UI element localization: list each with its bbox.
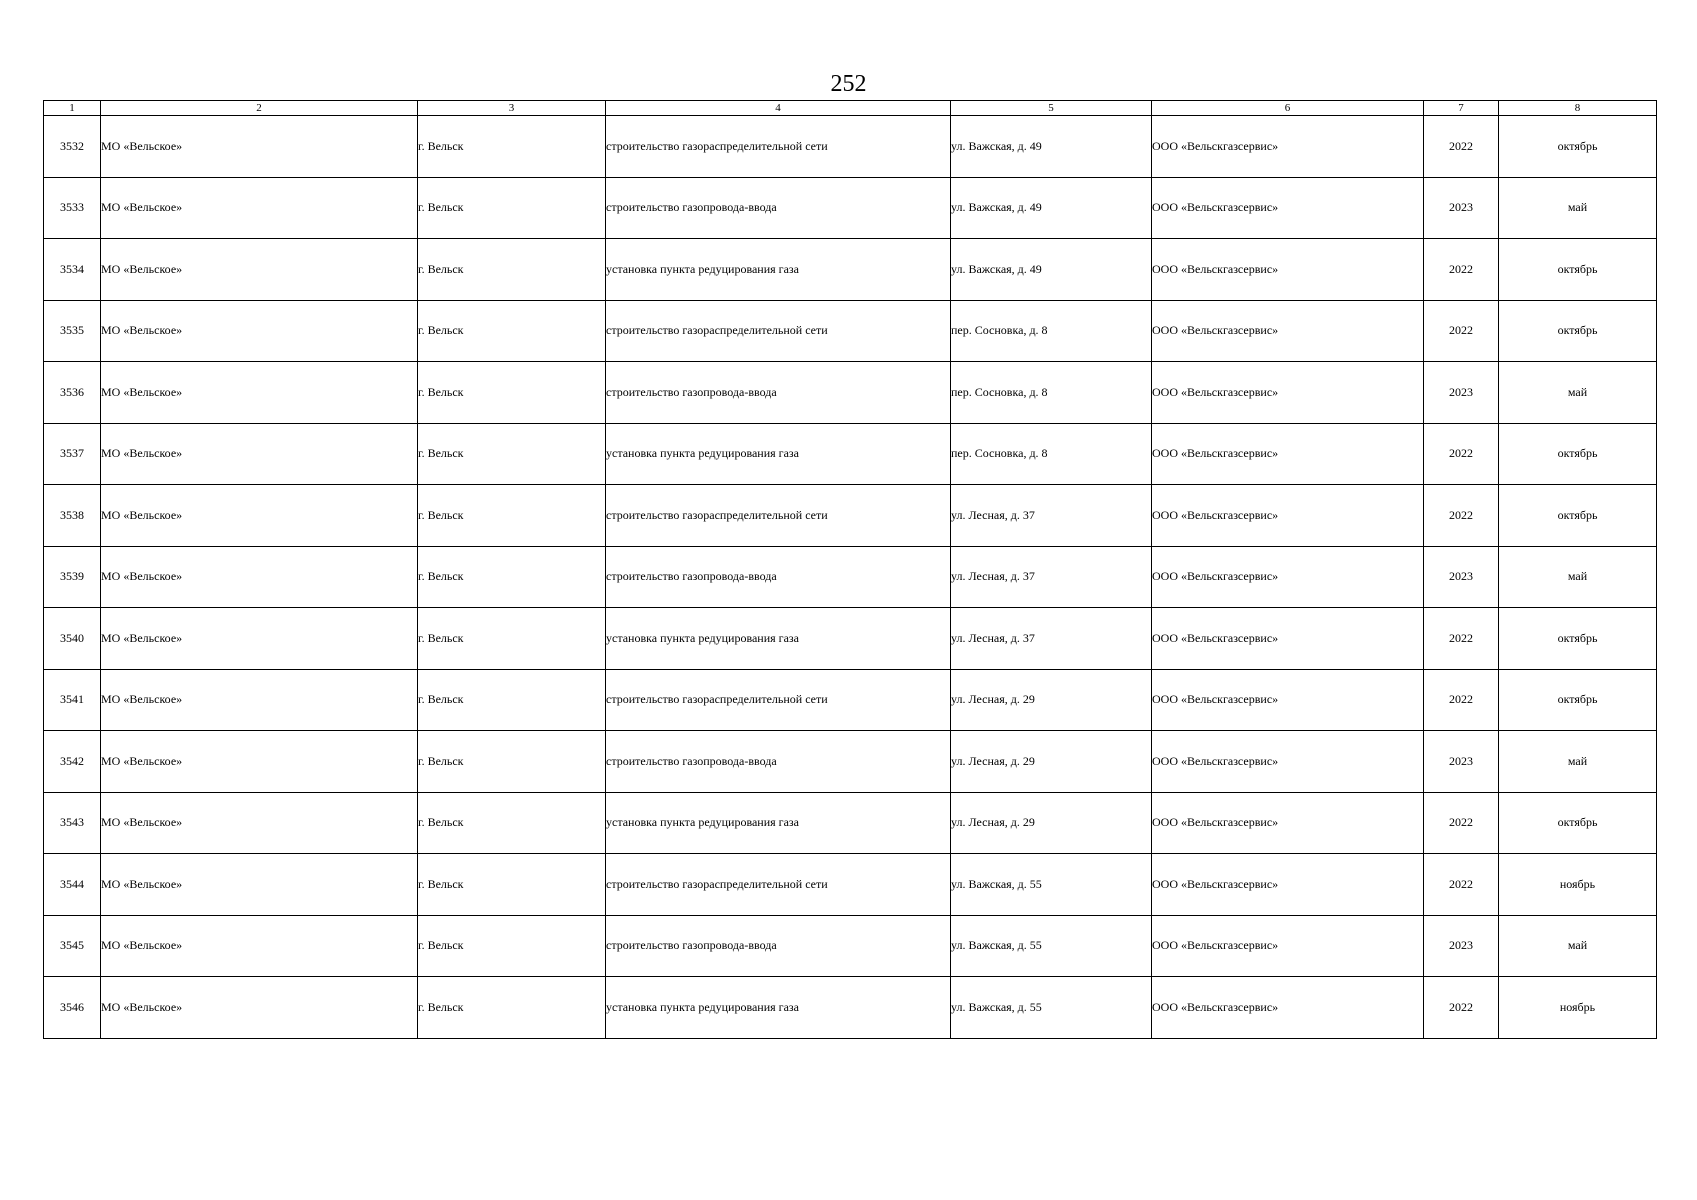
year-cell: 2022	[1424, 423, 1499, 485]
month-cell: октябрь	[1499, 669, 1657, 731]
column-header: 6	[1152, 101, 1424, 116]
table-row	[44, 669, 1657, 731]
contractor-cell: ООО «Вельскгазсервис»	[1152, 792, 1424, 854]
year-cell: 2022	[1424, 239, 1499, 301]
table-row	[44, 608, 1657, 670]
settlement-cell: г. Вельск	[418, 177, 606, 239]
year-cell: 2022	[1424, 977, 1499, 1039]
address-cell: ул. Лесная, д. 37	[951, 608, 1152, 670]
settlement-cell: г. Вельск	[418, 423, 606, 485]
table-row	[44, 116, 1657, 178]
row-number-cell: 3543	[44, 792, 101, 854]
year-cell: 2022	[1424, 854, 1499, 916]
work-type-cell: строительство газораспределительной сети	[606, 485, 951, 547]
row-number-cell: 3537	[44, 423, 101, 485]
address-cell: ул. Важская, д. 49	[951, 116, 1152, 178]
table-row	[44, 300, 1657, 362]
work-type-cell: установка пункта редуцирования газа	[606, 608, 951, 670]
address-cell: ул. Лесная, д. 29	[951, 731, 1152, 793]
work-type-cell: строительство газораспределительной сети	[606, 854, 951, 916]
work-type-cell: строительство газораспределительной сети	[606, 116, 951, 178]
row-number-cell: 3532	[44, 116, 101, 178]
year-cell: 2023	[1424, 177, 1499, 239]
settlement-cell: г. Вельск	[418, 669, 606, 731]
settlement-cell: г. Вельск	[418, 792, 606, 854]
contractor-cell: ООО «Вельскгазсервис»	[1152, 177, 1424, 239]
contractor-cell: ООО «Вельскгазсервис»	[1152, 669, 1424, 731]
contractor-cell: ООО «Вельскгазсервис»	[1152, 915, 1424, 977]
row-number-cell: 3539	[44, 546, 101, 608]
year-cell: 2022	[1424, 485, 1499, 547]
row-number-cell: 3544	[44, 854, 101, 916]
work-type-cell: строительство газопровода-ввода	[606, 177, 951, 239]
settlement-cell: г. Вельск	[418, 485, 606, 547]
settlement-cell: г. Вельск	[418, 977, 606, 1039]
contractor-cell: ООО «Вельскгазсервис»	[1152, 239, 1424, 301]
address-cell: пер. Сосновка, д. 8	[951, 423, 1152, 485]
year-cell: 2022	[1424, 669, 1499, 731]
table-row	[44, 977, 1657, 1039]
work-type-cell: строительство газопровода-ввода	[606, 731, 951, 793]
settlement-cell: г. Вельск	[418, 854, 606, 916]
year-cell: 2022	[1424, 300, 1499, 362]
settlement-cell: г. Вельск	[418, 731, 606, 793]
municipality-cell: МО «Вельское»	[101, 177, 418, 239]
work-type-cell: строительство газораспределительной сети	[606, 300, 951, 362]
year-cell: 2022	[1424, 792, 1499, 854]
year-cell: 2023	[1424, 915, 1499, 977]
municipality-cell: МО «Вельское»	[101, 362, 418, 424]
month-cell: май	[1499, 915, 1657, 977]
column-number-row	[44, 101, 1657, 116]
contractor-cell: ООО «Вельскгазсервис»	[1152, 731, 1424, 793]
municipality-cell: МО «Вельское»	[101, 116, 418, 178]
settlement-cell: г. Вельск	[418, 915, 606, 977]
settlement-cell: г. Вельск	[418, 300, 606, 362]
municipality-cell: МО «Вельское»	[101, 977, 418, 1039]
work-type-cell: строительство газопровода-ввода	[606, 915, 951, 977]
month-cell: май	[1499, 177, 1657, 239]
month-cell: октябрь	[1499, 423, 1657, 485]
settlement-cell: г. Вельск	[418, 362, 606, 424]
contractor-cell: ООО «Вельскгазсервис»	[1152, 423, 1424, 485]
column-header: 1	[44, 101, 101, 116]
row-number-cell: 3533	[44, 177, 101, 239]
address-cell: ул. Важская, д. 55	[951, 915, 1152, 977]
municipality-cell: МО «Вельское»	[101, 546, 418, 608]
address-cell: пер. Сосновка, д. 8	[951, 300, 1152, 362]
settlement-cell: г. Вельск	[418, 546, 606, 608]
address-cell: ул. Лесная, д. 37	[951, 546, 1152, 608]
page-number: 252	[830, 71, 867, 97]
row-number-cell: 3535	[44, 300, 101, 362]
work-type-cell: установка пункта редуцирования газа	[606, 423, 951, 485]
row-number-cell: 3540	[44, 608, 101, 670]
municipality-cell: МО «Вельское»	[101, 485, 418, 547]
work-type-cell: установка пункта редуцирования газа	[606, 239, 951, 301]
row-number-cell: 3536	[44, 362, 101, 424]
municipality-cell: МО «Вельское»	[101, 423, 418, 485]
address-cell: пер. Сосновка, д. 8	[951, 362, 1152, 424]
month-cell: май	[1499, 731, 1657, 793]
address-cell: ул. Важская, д. 55	[951, 854, 1152, 916]
row-number-cell: 3545	[44, 915, 101, 977]
contractor-cell: ООО «Вельскгазсервис»	[1152, 300, 1424, 362]
year-cell: 2023	[1424, 546, 1499, 608]
month-cell: ноябрь	[1499, 977, 1657, 1039]
column-header: 7	[1424, 101, 1499, 116]
year-cell: 2022	[1424, 608, 1499, 670]
address-cell: ул. Важская, д. 49	[951, 239, 1152, 301]
address-cell: ул. Важская, д. 55	[951, 977, 1152, 1039]
municipality-cell: МО «Вельское»	[101, 731, 418, 793]
contractor-cell: ООО «Вельскгазсервис»	[1152, 977, 1424, 1039]
address-cell: ул. Важская, д. 49	[951, 177, 1152, 239]
year-cell: 2023	[1424, 362, 1499, 424]
month-cell: октябрь	[1499, 792, 1657, 854]
month-cell: октябрь	[1499, 485, 1657, 547]
municipality-cell: МО «Вельское»	[101, 915, 418, 977]
table-body	[44, 116, 1657, 1039]
municipality-cell: МО «Вельское»	[101, 300, 418, 362]
row-number-cell: 3534	[44, 239, 101, 301]
table-row	[44, 792, 1657, 854]
row-number-cell: 3546	[44, 977, 101, 1039]
contractor-cell: ООО «Вельскгазсервис»	[1152, 362, 1424, 424]
municipality-cell: МО «Вельское»	[101, 608, 418, 670]
month-cell: октябрь	[1499, 239, 1657, 301]
municipality-cell: МО «Вельское»	[101, 854, 418, 916]
address-cell: ул. Лесная, д. 37	[951, 485, 1152, 547]
month-cell: май	[1499, 362, 1657, 424]
work-type-cell: установка пункта редуцирования газа	[606, 792, 951, 854]
row-number-cell: 3542	[44, 731, 101, 793]
municipality-cell: МО «Вельское»	[101, 792, 418, 854]
row-number-cell: 3538	[44, 485, 101, 547]
column-header: 4	[606, 101, 951, 116]
table-row	[44, 485, 1657, 547]
gasification-schedule-table	[43, 100, 1657, 1039]
work-type-cell: строительство газопровода-ввода	[606, 362, 951, 424]
table-row	[44, 854, 1657, 916]
year-cell: 2022	[1424, 116, 1499, 178]
column-header: 2	[101, 101, 418, 116]
contractor-cell: ООО «Вельскгазсервис»	[1152, 485, 1424, 547]
address-cell: ул. Лесная, д. 29	[951, 669, 1152, 731]
table-row	[44, 423, 1657, 485]
work-type-cell: строительство газораспределительной сети	[606, 669, 951, 731]
contractor-cell: ООО «Вельскгазсервис»	[1152, 116, 1424, 178]
settlement-cell: г. Вельск	[418, 239, 606, 301]
month-cell: октябрь	[1499, 116, 1657, 178]
address-cell: ул. Лесная, д. 29	[951, 792, 1152, 854]
month-cell: октябрь	[1499, 300, 1657, 362]
column-header: 5	[951, 101, 1152, 116]
settlement-cell: г. Вельск	[418, 608, 606, 670]
table-row	[44, 239, 1657, 301]
month-cell: октябрь	[1499, 608, 1657, 670]
table-row	[44, 731, 1657, 793]
work-type-cell: установка пункта редуцирования газа	[606, 977, 951, 1039]
table-row	[44, 915, 1657, 977]
month-cell: май	[1499, 546, 1657, 608]
table-row	[44, 546, 1657, 608]
contractor-cell: ООО «Вельскгазсервис»	[1152, 608, 1424, 670]
month-cell: ноябрь	[1499, 854, 1657, 916]
municipality-cell: МО «Вельское»	[101, 239, 418, 301]
year-cell: 2023	[1424, 731, 1499, 793]
contractor-cell: ООО «Вельскгазсервис»	[1152, 854, 1424, 916]
municipality-cell: МО «Вельское»	[101, 669, 418, 731]
table-row	[44, 177, 1657, 239]
column-header: 8	[1499, 101, 1657, 116]
row-number-cell: 3541	[44, 669, 101, 731]
column-header: 3	[418, 101, 606, 116]
table-row	[44, 362, 1657, 424]
work-type-cell: строительство газопровода-ввода	[606, 546, 951, 608]
contractor-cell: ООО «Вельскгазсервис»	[1152, 546, 1424, 608]
settlement-cell: г. Вельск	[418, 116, 606, 178]
